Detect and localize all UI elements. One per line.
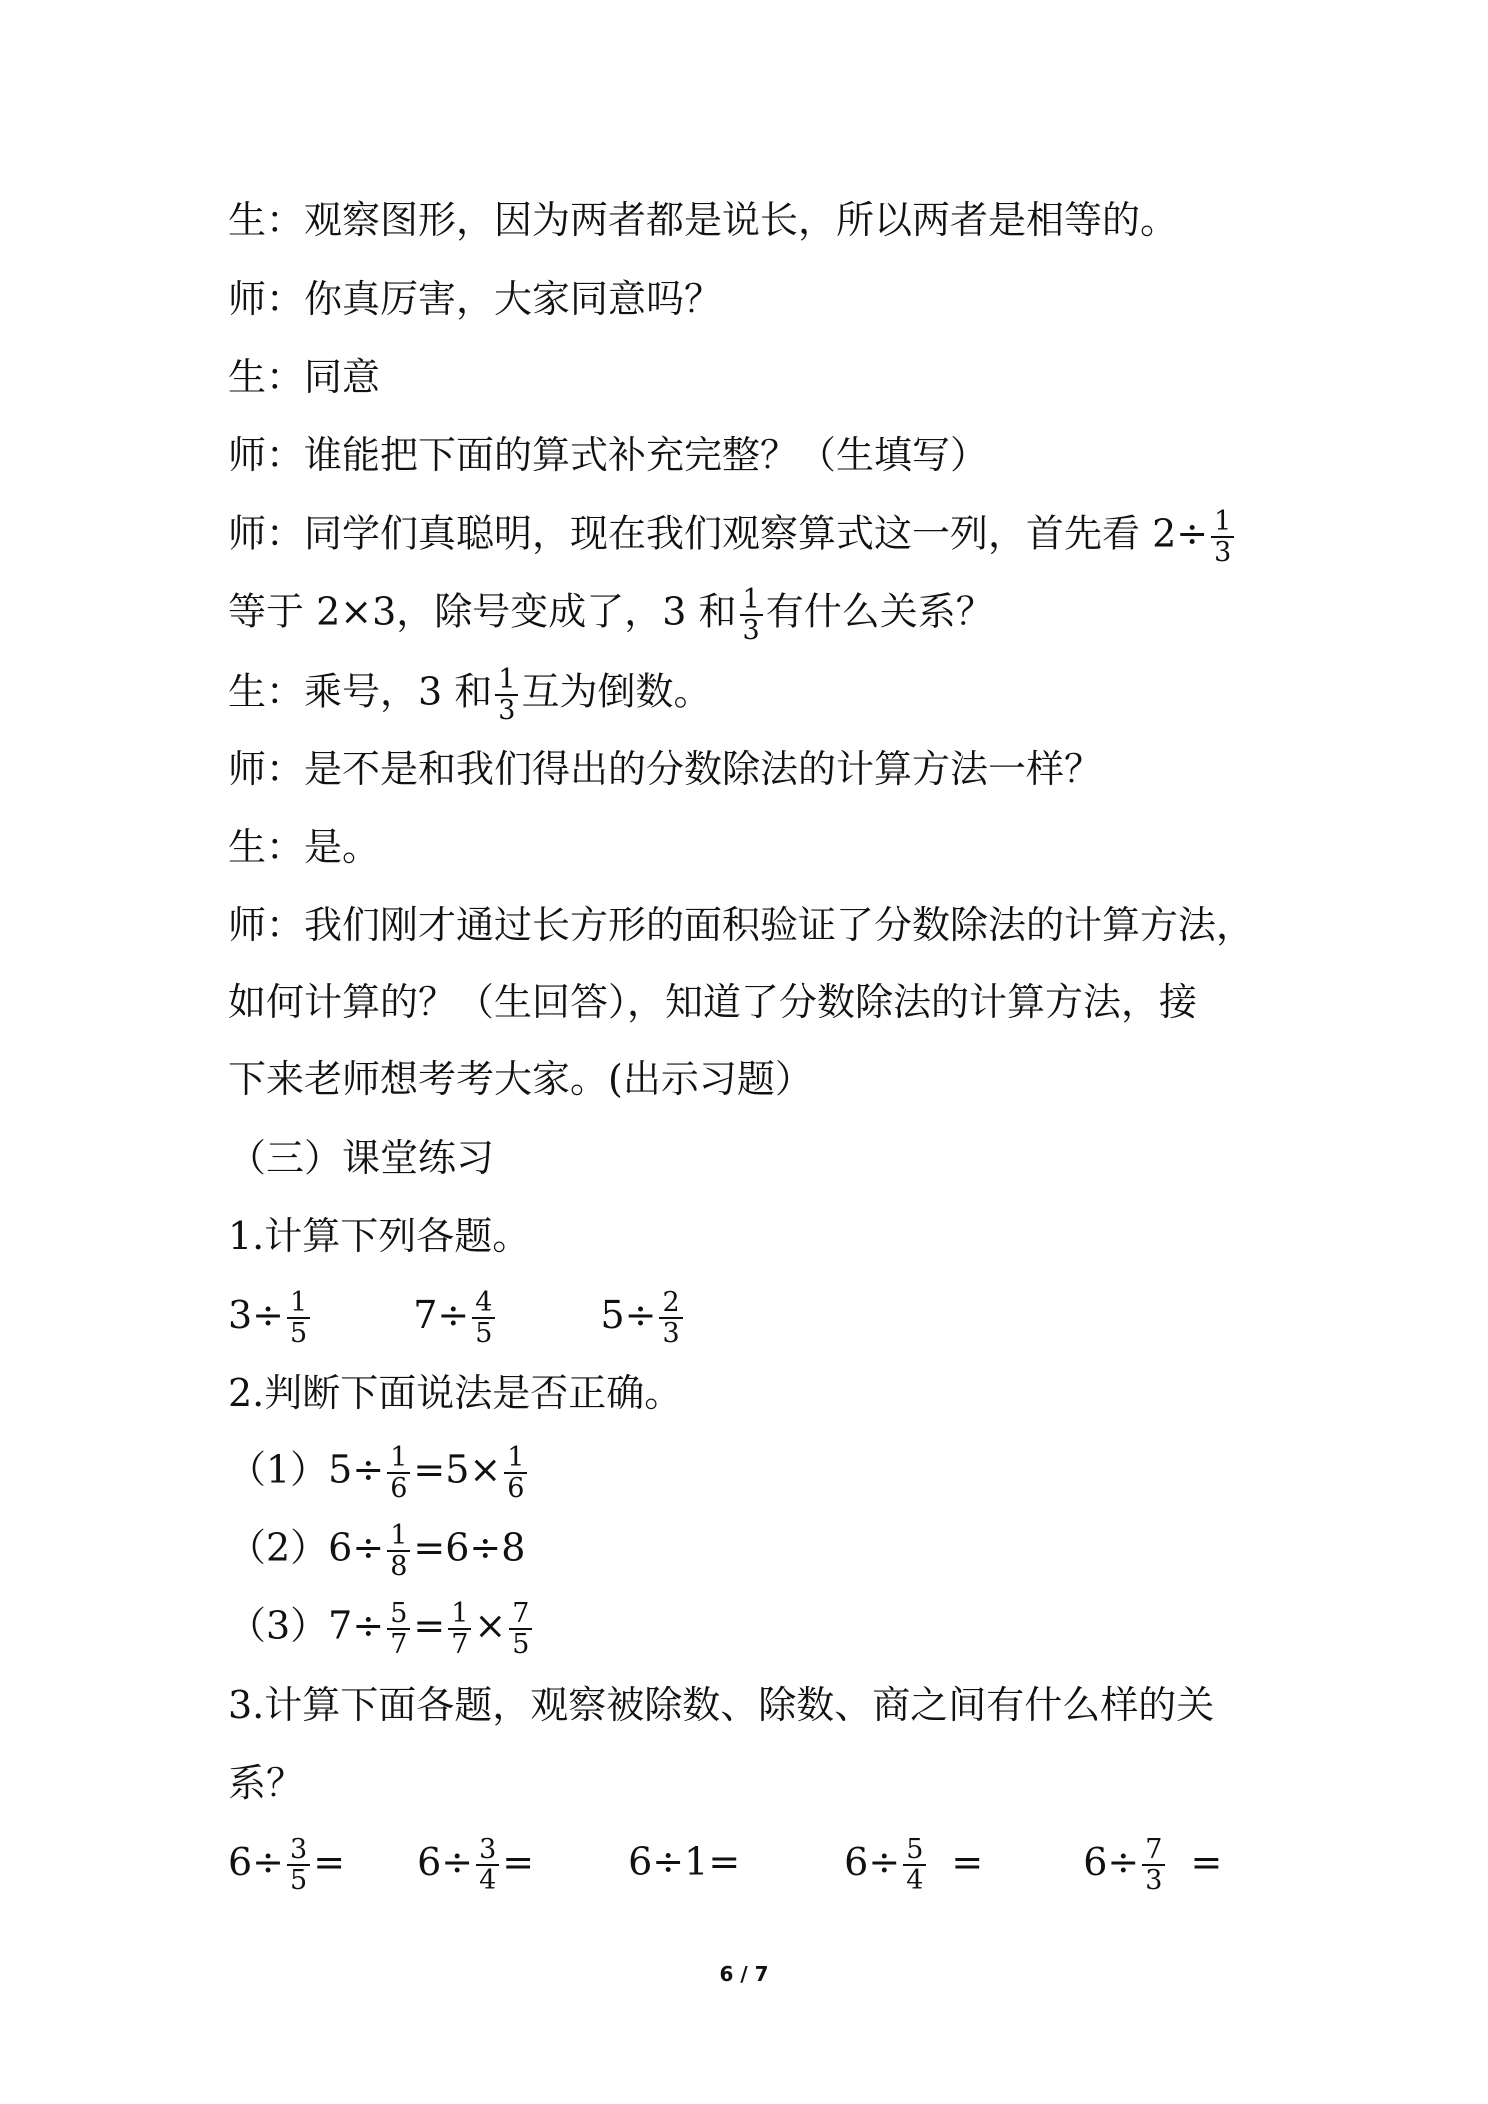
- dialogue-line-3: 生：同意: [228, 355, 381, 399]
- page-number: 6 / 7: [719, 1962, 769, 1986]
- dialogue-line-6-tail: 有什么关系？: [765, 589, 994, 634]
- dialogue-line-5-text: 师：同学们真聪明，现在我们观察算式这一列，首先看 2÷: [228, 511, 1209, 556]
- dialogue-line-1: 生：观察图形，因为两者都是说长，所以两者是相等的。: [228, 198, 1179, 242]
- fraction-one-fifth: $\frac{1}{5}$: [287, 1288, 310, 1348]
- exercise-1-problem-a: 3÷ $\frac{1}{5}$: [228, 1293, 313, 1337]
- fraction-one-third: $\frac{1}{3}$: [1211, 507, 1234, 567]
- exercise-3-heading: 3.计算下面各题，观察被除数、除数、商之间有什么样的关: [228, 1683, 1215, 1727]
- exercise-3-problem-c: 6÷1=: [628, 1839, 741, 1884]
- dialogue-line-8: 师：是不是和我们得出的分数除法的计算方法一样？: [228, 747, 1103, 791]
- dialogue-line-7-tail: 互为倒数。: [521, 669, 712, 714]
- fraction-five-sevenths: $\frac{5}{7}$: [387, 1599, 410, 1659]
- dialogue-line-6-text: 等于 2×3，除号变成了，3 和: [228, 589, 737, 634]
- fraction-two-thirds: $\frac{2}{3}$: [659, 1288, 682, 1348]
- dialogue-line-2: 师：你真厉害，大家同意吗？: [228, 277, 723, 321]
- exercise-2-statement-2: （2）6÷ $\frac{1}{8}$ =6÷8: [228, 1520, 526, 1582]
- dialogue-line-5: [228, 507, 1237, 567]
- dialogue-line-7-text: 生：乘号，3 和: [228, 669, 493, 714]
- fraction-one-sixth: $\frac{1}{6}$: [387, 1443, 410, 1503]
- exercise-1-problem-c: 5÷ $\frac{2}{3}$: [600, 1293, 685, 1337]
- exercise-1-problems: [228, 1288, 686, 1348]
- exercise-2-statement-3: （3）7÷ $\frac{5}{7}$ = $\frac{1}{7}$ × $\frac{7}{5}$: [228, 1599, 535, 1659]
- fraction-four-fifths: $\frac{4}{5}$: [472, 1288, 495, 1348]
- fraction-one-sixth: $\frac{1}{6}$: [504, 1443, 527, 1503]
- dialogue-line-4: 师：谁能把下面的算式补充完整？（生填写）: [228, 433, 989, 477]
- fraction-one-seventh: $\frac{1}{7}$: [448, 1599, 471, 1659]
- exercise-2-heading: 2.判断下面说法是否正确。: [228, 1371, 683, 1415]
- fraction-five-fourths: $\frac{5}{4}$: [903, 1835, 926, 1895]
- exercise-3-problems: [228, 1835, 1222, 1895]
- fraction-one-third: $\frac{1}{3}$: [740, 585, 763, 645]
- exercise-1-problem-b: 7÷ $\frac{4}{5}$: [413, 1293, 498, 1337]
- dialogue-line-9: 生：是。: [228, 825, 381, 869]
- exercise-3-problem-d: 6÷ $\frac{5}{4}$ =: [844, 1834, 984, 1896]
- fraction-one-eighth: $\frac{1}{8}$: [387, 1521, 410, 1581]
- dialogue-line-12: 下来老师想考考大家。(出示习题）: [228, 1057, 813, 1101]
- fraction-seven-fifths: $\frac{7}{5}$: [509, 1599, 532, 1659]
- dialogue-line-11: 如何计算的？（生回答），知道了分数除法的计算方法，接: [228, 980, 1198, 1024]
- exercise-3-problem-e: 6÷ $\frac{7}{3}$ =: [1083, 1834, 1223, 1896]
- fraction-three-fourths: $\frac{3}{4}$: [476, 1835, 499, 1895]
- exercise-3-heading-cont: 系？: [228, 1761, 305, 1805]
- dialogue-line-6: [228, 585, 994, 645]
- dialogue-line-7: [228, 665, 711, 725]
- section-heading: （三）课堂练习: [228, 1136, 495, 1180]
- exercise-3-problem-a: 6÷ $\frac{3}{5}$ =: [228, 1834, 346, 1896]
- fraction-one-third: $\frac{1}{3}$: [495, 665, 518, 725]
- exercise-3-problem-b: 6÷ $\frac{3}{4}$ =: [417, 1834, 535, 1896]
- exercise-2-statement-1: （1）5÷ $\frac{1}{6}$ =5× $\frac{1}{6}$: [228, 1443, 530, 1503]
- fraction-seven-thirds: $\frac{7}{3}$: [1142, 1835, 1165, 1895]
- exercise-1-heading: 1.计算下列各题。: [228, 1214, 531, 1258]
- fraction-three-fifths: $\frac{3}{5}$: [287, 1835, 310, 1895]
- dialogue-line-10: 师：我们刚才通过长方形的面积验证了分数除法的计算方法，: [228, 903, 1255, 947]
